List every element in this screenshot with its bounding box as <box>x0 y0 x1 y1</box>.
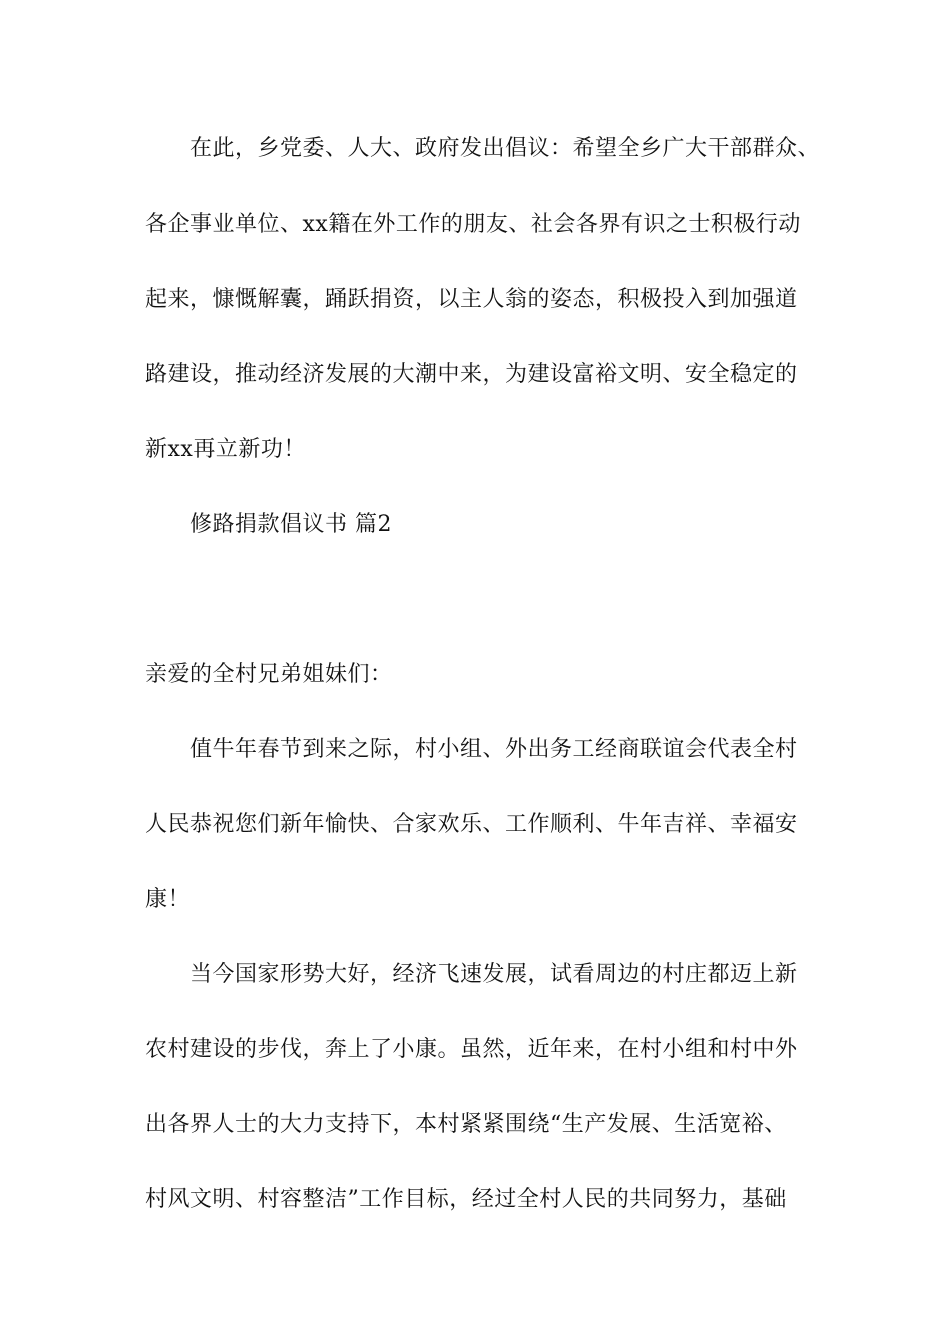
salutation: 亲爱的全村兄弟姐妹们： <box>145 662 393 687</box>
text-line-12: 农村建设的步伐，奔上了小康。虽然，近年来，在村小组和村中外 <box>145 1037 798 1062</box>
text-line-3: 起来，慷慨解囊，踊跃捐资，以主人翁的姿态，积极投入到加强道 <box>145 287 798 312</box>
text-line-13: 出各界人士的大力支持下，本村紧紧围绕“生产发展、生活宽裕、 <box>145 1112 787 1137</box>
text-line-1: 在此，乡党委、人大、政府发出倡议：希望全乡广大干部群众、 <box>190 136 821 161</box>
text-line-5: 新xx再立新功！ <box>145 437 306 462</box>
text-line-8: 值牛年春节到来之际，村小组、外出务工经商联谊会代表全村 <box>190 737 798 762</box>
text-line-9: 人民恭祝您们新年愉快、合家欢乐、工作顺利、牛年吉祥、幸福安 <box>145 812 798 837</box>
text-line-11: 当今国家形势大好，经济飞速发展，试看周边的村庄都迈上新 <box>190 962 798 987</box>
text-line-10: 康！ <box>145 887 191 912</box>
section-heading: 修路捐款倡议书 篇2 <box>190 512 392 537</box>
text-line-14: 村风文明、村容整洁”工作目标，经过全村人民的共同努力，基础 <box>145 1187 787 1212</box>
text-line-2: 各企事业单位、xx籍在外工作的朋友、社会各界有识之士积极行动 <box>145 212 801 237</box>
text-line-4: 路建设，推动经济发展的大潮中来，为建设富裕文明、安全稳定的 <box>145 362 798 387</box>
